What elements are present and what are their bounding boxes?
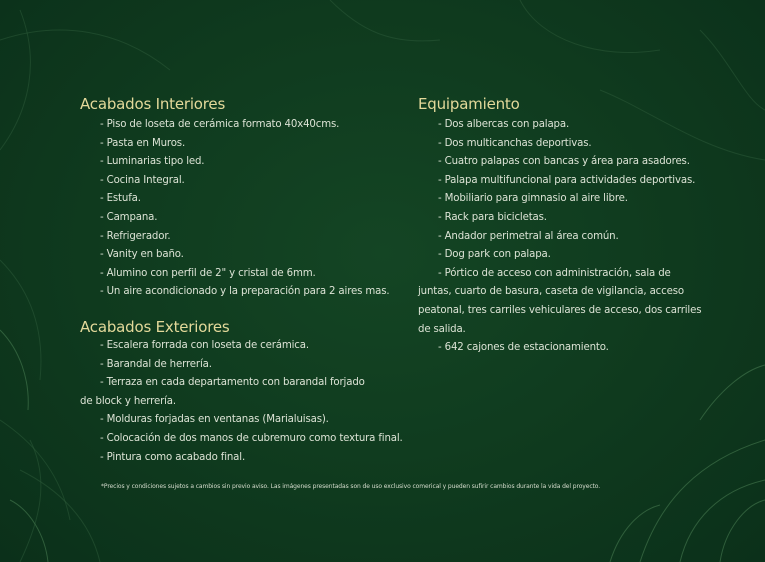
- acabados-interiores-list: [100, 116, 389, 302]
- list-item: - Dos albercas con palapa.: [438, 119, 570, 130]
- list-item: - Luminarias tipo led.: [100, 156, 205, 168]
- equipamiento-list: [418, 116, 703, 358]
- list-item: - Terraza en cada departamento con barandal forjado de block y herrería.: [80, 377, 365, 407]
- acabados-interiores-title: Acabados Interiores: [80, 95, 226, 113]
- list-item: - Vanity en baño.: [100, 249, 184, 261]
- list-item: - Palapa multifuncional para actividades deportivas.: [438, 174, 696, 186]
- list-item: - Un aire acondicionado y la preparación para 2 aires mas.: [100, 286, 390, 298]
- list-item: - Barandal de herrería.: [100, 358, 212, 370]
- list-item: - Pintura como acabado final.: [100, 451, 246, 463]
- acabados-exteriores-list: [80, 337, 403, 467]
- acabados-exteriores-section: [80, 318, 403, 467]
- list-item: - Escalera forrada con loseta de cerámica.: [100, 340, 309, 351]
- list-item: - Pasta en Muros.: [100, 137, 186, 149]
- acabados-exteriores-title: Acabados Exteriores: [80, 318, 230, 336]
- list-item: - Molduras forjadas en ventanas (Marialuisas).: [100, 414, 329, 426]
- acabados-interiores-section: [80, 95, 389, 302]
- list-item: - Campana.: [100, 211, 158, 223]
- list-item: - Estufa.: [100, 193, 141, 205]
- list-item: - Colocación de dos manos de cubremuro como textura final.: [100, 432, 403, 444]
- list-item: - Rack para bicicletas.: [438, 211, 547, 223]
- list-item: - Refrigerador.: [100, 230, 171, 242]
- list-item: - Mobiliario para gimnasio al aire libre.: [438, 193, 628, 205]
- equipamiento-title: Equipamiento: [418, 95, 520, 113]
- list-item: - Dos multicanchas deportivas.: [438, 137, 592, 149]
- disclaimer-footnote: *Precios y condiciones sujetos a cambios sin previo aviso. Las imágenes presentadas son de uso exclusivo comerical y pueden sufirir cambios durante la vida del proyecto.: [101, 483, 601, 490]
- list-item: - 642 cajones de estacionamiento.: [438, 342, 609, 354]
- list-item: - Andador perimetral al área común.: [438, 230, 619, 242]
- equipamiento-section: [418, 95, 703, 358]
- list-item: - Alumino con perfil de 2" y cristal de 6mm.: [100, 267, 316, 279]
- list-item: - Dog park con palapa.: [438, 249, 551, 261]
- list-item: - Cocina Integral.: [100, 174, 185, 186]
- list-item: - Cuatro palapas con bancas y área para asadores.: [438, 156, 690, 168]
- list-item: - Piso de loseta de cerámica formato 40x40cms.: [100, 119, 340, 130]
- list-item: - Pórtico de acceso con administración, sala de juntas, cuarto de basura, caseta de vigilancia, acceso peatonal, tres carriles vehiculares de acceso, dos carriles de salida.: [418, 267, 702, 335]
